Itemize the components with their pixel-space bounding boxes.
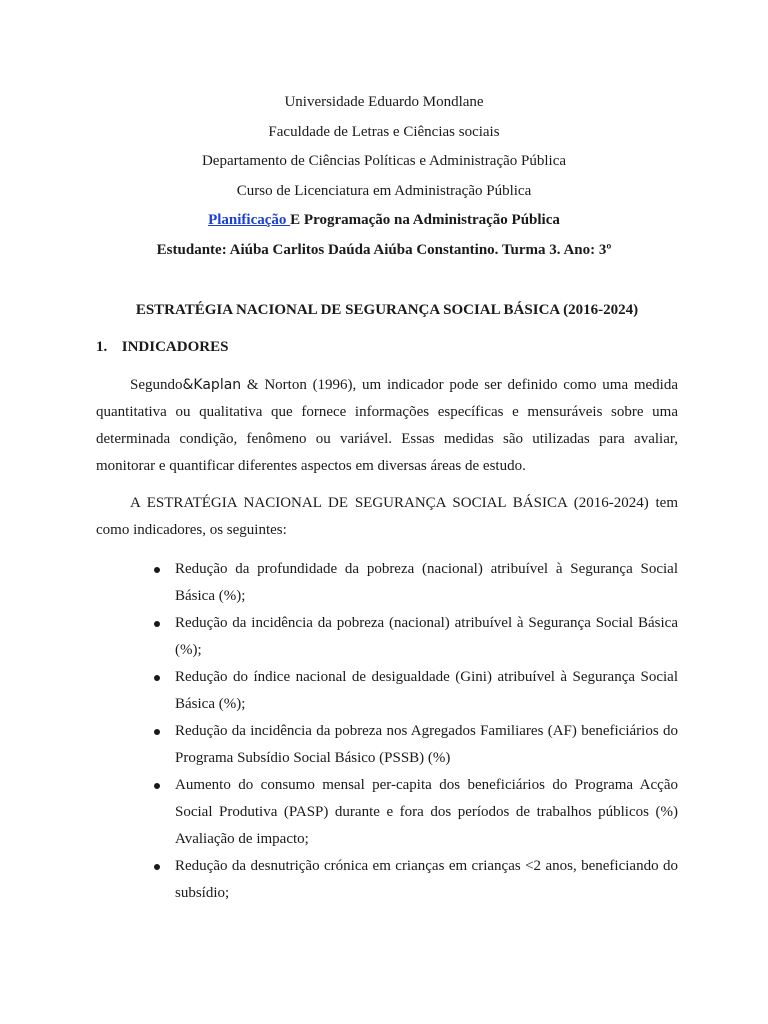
section-heading [96,337,228,357]
bullet-icon [154,783,160,789]
list-item: Redução da desnutrição crónica em crianças em crianças <2 anos, beneficiando do subsídio; [150,853,678,907]
bullet-icon [154,675,160,681]
subject-link[interactable]: Planificação [208,212,291,228]
list-item: Redução da incidência da pobreza (nacional) atribuível à Segurança Social Básica (%); [150,610,678,664]
faculty-name: Faculdade de Letras e Ciências sociais [268,123,500,140]
list-item: Aumento do consumo mensal per-capita dos beneficiários do Programa Acção Social Produtiva (PASP) durante e fora dos períodos de trabalhos públicos (%) Avaliação de impacto; [150,772,678,853]
document-title: ESTRATÉGIA NACIONAL DE SEGURANÇA SOCIAL BÁSICA (2016-2024) [135,302,639,318]
section-number: 1. [96,339,108,355]
subject-line [0,210,768,240]
list-item: Redução do índice nacional de desigualdade (Gini) atribuível à Segurança Social Básica (%); [150,664,678,718]
bullet-icon [154,621,160,627]
student-line: Estudante: Aiúba Carlitos Daúda Aiúba Constantino. Turma 3. Ano: 3º [156,241,612,258]
department-name: Departamento de Ciências Políticas e Administração Pública [201,153,567,169]
subject-text: E Programação na Administração Pública [290,212,560,228]
paragraph-intro: A ESTRATÉGIA NACIONAL DE SEGURANÇA SOCIAL BÁSICA (2016-2024) tem como indicadores, os seguintes: [96,495,678,538]
university-name: Universidade Eduardo Mondlane [284,94,484,110]
bullet-icon [154,567,160,573]
bullet-icon [154,729,160,735]
kaplan-text: &Kaplan [182,377,242,393]
list-item: Redução da incidência da pobreza nos Agregados Familiares (AF) beneficiários do Programa Subsídio Social Básico (PSSB) (%) [150,718,678,772]
paragraph-definition: Segundo&Kaplan & Norton (1996), um indicador pode ser definido como uma medida quantitativa ou qualitativa que fornece informações específicas e mensuráveis sobre uma determinada condição, fenômeno ou variável. Essas medidas são utilizadas para avaliar, monitorar e quantificar diferentes aspectos em diversas áreas de estudo. [96,377,678,474]
document-header [0,92,768,269]
course-name: Curso de Licenciatura em Administração Pública [236,182,532,199]
section-title: INDICADORES [121,339,229,355]
indicator-list [150,556,678,907]
bullet-icon [154,864,160,870]
list-item: Redução da profundidade da pobreza (nacional) atribuível à Segurança Social Básica (%); [150,556,678,610]
